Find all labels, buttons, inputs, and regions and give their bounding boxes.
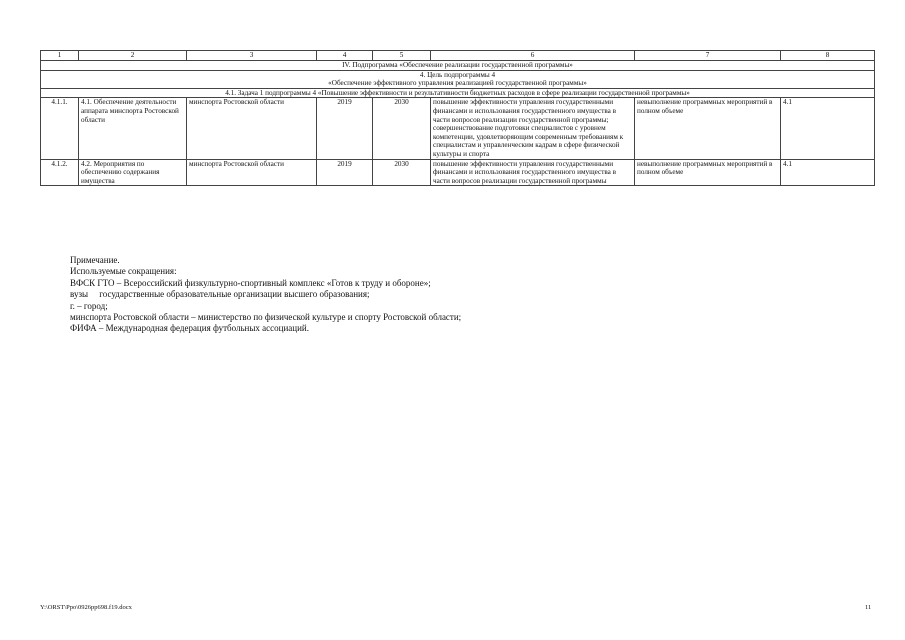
table-row xyxy=(41,159,875,186)
row-link: 4.1 xyxy=(781,159,875,186)
section-row-task xyxy=(41,88,875,98)
notes-block xyxy=(70,255,461,335)
page-number: 11 xyxy=(865,604,872,611)
goal-line-1: 4. Цель подпрограммы 4 xyxy=(419,70,496,79)
footer-file-path: Y:\ORST\Ppo\0926pp698.f19.docx xyxy=(40,604,132,611)
abbreviation-item: ВФСК ГТО – Всероссийский физкультурно-спортивный комплекс «Готов к труду и обороне»; xyxy=(70,277,431,288)
header-cell: 4 xyxy=(317,51,373,61)
row-end-year: 2030 xyxy=(373,98,431,159)
notes-subtitle: Используемые сокращения: xyxy=(70,266,177,277)
row-link: 4.1 xyxy=(781,98,875,159)
row-executor: минспорта Ростовской области xyxy=(187,159,317,186)
abbreviation-item: минспорта Ростовской области – министерство по физической культуре и спорту Ростовской области; xyxy=(70,312,462,323)
section-row-goal xyxy=(41,70,875,88)
header-cell: 5 xyxy=(373,51,431,61)
header-cell: 3 xyxy=(187,51,317,61)
header-row xyxy=(41,51,875,61)
row-end-year: 2030 xyxy=(373,159,431,186)
row-consequence: невыполнение программных мероприятий в полном объеме xyxy=(635,159,781,186)
header-cell: 1 xyxy=(41,51,79,61)
row-name: 4.1. Обеспечение деятельности аппарата минспорта Ростовской области xyxy=(79,98,187,159)
table-row xyxy=(41,98,875,159)
section-row-subprogram xyxy=(41,61,875,71)
header-cell: 8 xyxy=(781,51,875,61)
program-table xyxy=(40,50,875,186)
goal-line-2: «Обеспечение эффективного управления реализацией государственной программы» xyxy=(328,79,587,88)
task-title: 4.1. Задача 1 подпрограммы 4 «Повышение эффективности и результативности бюджетных расходов в сфере реализации государственной программы» xyxy=(41,88,875,98)
notes-title: Примечание. xyxy=(70,255,120,265)
header-cell: 6 xyxy=(431,51,635,61)
row-result: повышение эффективности управления государственными финансами и использования государственного имущества в части вопросов реализации государственной программы xyxy=(431,159,635,186)
abbreviation-item: ФИФА – Международная федерация футбольных ассоциаций. xyxy=(70,323,309,334)
row-result: повышение эффективности управления государственными финансами и использования государственного имущества в части вопросов реализации государственной программы; совершенствование подготовки специалистов с уровнем компетенции, удовлетворяющим современным требованиям к специалистам и управленческим кадрам в сфере физической культуры и спорта xyxy=(431,98,635,159)
subprogram-title: IV. Подпрограмма «Обеспечение реализации государственной программы» xyxy=(41,61,875,71)
abbreviation-item: г. – город; xyxy=(70,300,108,311)
row-number: 4.1.1. xyxy=(41,98,79,159)
goal-title xyxy=(41,70,875,88)
abbreviation-item: вузы государственные образовательные организации высшего образования; xyxy=(70,289,370,300)
header-cell: 2 xyxy=(79,51,187,61)
header-cell: 7 xyxy=(635,51,781,61)
row-number: 4.1.2. xyxy=(41,159,79,186)
row-start-year: 2019 xyxy=(317,159,373,186)
row-name: 4.2. Мероприятия по обеспечению содержания имущества xyxy=(79,159,187,186)
row-consequence: невыполнение программных мероприятий в полном объеме xyxy=(635,98,781,159)
row-start-year: 2019 xyxy=(317,98,373,159)
row-executor: минспорта Ростовской области xyxy=(187,98,317,159)
